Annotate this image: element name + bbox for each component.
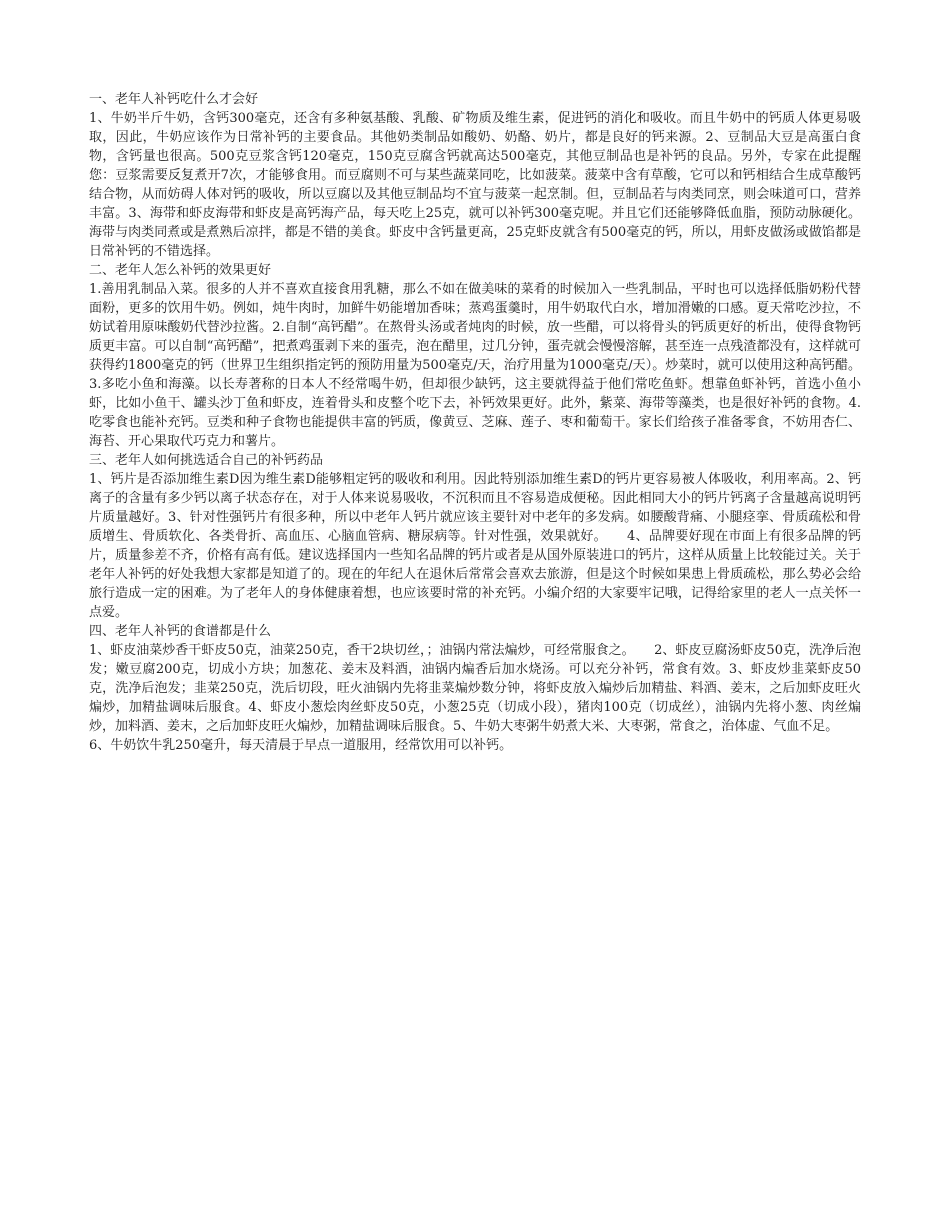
section-4-paragraph: 1、虾皮油菜炒香干虾皮50克，油菜250克，香干2块切丝，；油锅内常法煸炒，可经常服食之。 2、虾皮豆腐汤虾皮50克，洗净后泡发；嫩豆腐200克，切成小方块；加葱花、姜末及料酒，油锅内煸香后加水烧汤。可以充分补钙，常食有效。3、虾皮炒韭菜虾皮50克，洗净后泡发；韭菜250克，洗后切段，旺火油锅内先将韭菜煸炒数分钟，将虾皮放入煸炒后加精盐、料酒、姜末，之后加虾皮旺火煸炒，加精盐调味后服食。4、虾皮小葱烩肉丝虾皮50克，小葱25克（切成小段），猪肉100克（切成丝），油锅内先将小葱、肉丝煸炒，加料酒、姜末，之后加虾皮旺火煸炒，加精盐调味后服食。5、牛奶大枣粥牛奶煮大米、大枣粥，常食之，治体虚、气血不足。 — [89, 643, 861, 734]
section-4-final-paragraph: 6、牛奶饮牛乳250毫升，每天清晨于早点一道服用，经常饮用可以补钙。 — [89, 738, 513, 753]
section-3-heading: 三、老年人如何挑选适合自己的补钙药品 — [89, 453, 324, 468]
document-body — [89, 90, 861, 755]
section-3-paragraph: 1、钙片是否添加维生素D因为维生素D能够粗定钙的吸收和利用。因此特别添加维生素D的钙片更容易被人体吸收，利用率高。2、钙离子的含量有多少钙以离子状态存在，对于人体来说易吸收，不沉积而且不容易造成便秘。因此相同大小的钙片钙离子含量越高说明钙片质量越好。3、针对性强钙片有很多种，所以中老年人钙片就应该主要针对中老年的多发病。如腰酸背痛、小腿痉挛、骨质疏松和骨质增生、骨质软化、各类骨折、高血压、心脑血管病、糖尿病等。针对性强，效果就好。 4、品牌要好现在市面上有很多品牌的钙片，质量参差不齐，价格有高有低。建议选择国内一些知名品牌的钙片或者是从国外原装进口的钙片，这样从质量上比较能过关。关于老年人补钙的好处我想大家都是知道了的。现在的年纪人在退休后常常会喜欢去旅游，但是这个时候如果患上骨质疏松，那么势必会给旅行造成一定的困难。为了老年人的身体健康着想，也应该要时常的补充钙。小编介绍的大家要牢记哦，记得给家里的老人一点关怀一点爱。 — [89, 472, 861, 620]
section-1-paragraph: 1、牛奶半斤牛奶，含钙300毫克，还含有多种氨基酸、乳酸、矿物质及维生素，促进钙的消化和吸收。而且牛奶中的钙质人体更易吸取，因此，牛奶应该作为日常补钙的主要食品。其他奶类制品如酸奶、奶酪、奶片，都是良好的钙来源。2、豆制品大豆是高蛋白食物，含钙量也很高。500克豆浆含钙120毫克，150克豆腐含钙就高达500毫克，其他豆制品也是补钙的良品。另外，专家在此提醒您：豆浆需要反复煮开7次，才能够食用。而豆腐则不可与某些蔬菜同吃，比如菠菜。菠菜中含有草酸，它可以和钙相结合生成草酸钙结合物，从而妨碍人体对钙的吸收，所以豆腐以及其他豆制品均不宜与菠菜一起烹制。但，豆制品若与肉类同烹，则会味道可口，营养丰富。3、海带和虾皮海带和虾皮是高钙海产品，每天吃上25克，就可以补钙300毫克呢。并且它们还能够降低血脂，预防动脉硬化。海带与肉类同煮或是煮熟后凉拌，都是不错的美食。虾皮中含钙量更高，25克虾皮就含有500毫克的钙，所以，用虾皮做汤或做馅都是日常补钙的不错选择。 — [89, 111, 861, 259]
section-1-heading: 一、老年人补钙吃什么才会好 — [89, 92, 259, 107]
section-2-paragraph: 1.善用乳制品入菜。很多的人并不喜欢直接食用乳糖，那么不如在做美味的菜肴的时候加入一些乳制品，平时也可以选择低脂奶粉代替面粉，更多的饮用牛奶。例如，炖牛肉时，加鲜牛奶能增加香味；蒸鸡蛋羹时，用牛奶取代白水，增加滑嫩的口感。夏天常吃沙拉，不妨试着用原味酸奶代替沙拉酱。2.自制“高钙醋”。在熬骨头汤或者炖肉的时候，放一些醋，可以将骨头的钙质更好的析出，使得食物钙质更丰富。可以自制“高钙醋”，把煮鸡蛋剥下来的蛋壳，泡在醋里，过几分钟，蛋壳就会慢慢溶解，甚至连一点残渣都没有，这样就可获得约1800毫克的钙（世界卫生组织指定钙的预防用量为500毫克/天，治疗用量为1000毫克/天）。炒菜时，就可以使用这种高钙醋。3.多吃小鱼和海藻。以长寿著称的日本人不经常喝牛奶，但却很少缺钙，这主要就得益于他们常吃鱼虾。想靠鱼虾补钙，首选小鱼小虾，比如小鱼干、罐头沙丁鱼和虾皮，连着骨头和皮整个吃下去，补钙效果更好。此外，紫菜、海带等藻类，也是很好补钙的食物。4.吃零食也能补充钙。豆类和种子食物也能提供丰富的钙质，像黄豆、芝麻、莲子、枣和葡萄干。家长们给孩子准备零食，不妨用杏仁、海苔、开心果取代巧克力和薯片。 — [89, 282, 861, 449]
section-2-heading: 二、老年人怎么补钙的效果更好 — [89, 263, 272, 278]
section-4-heading: 四、老年人补钙的食谱都是什么 — [89, 624, 272, 639]
